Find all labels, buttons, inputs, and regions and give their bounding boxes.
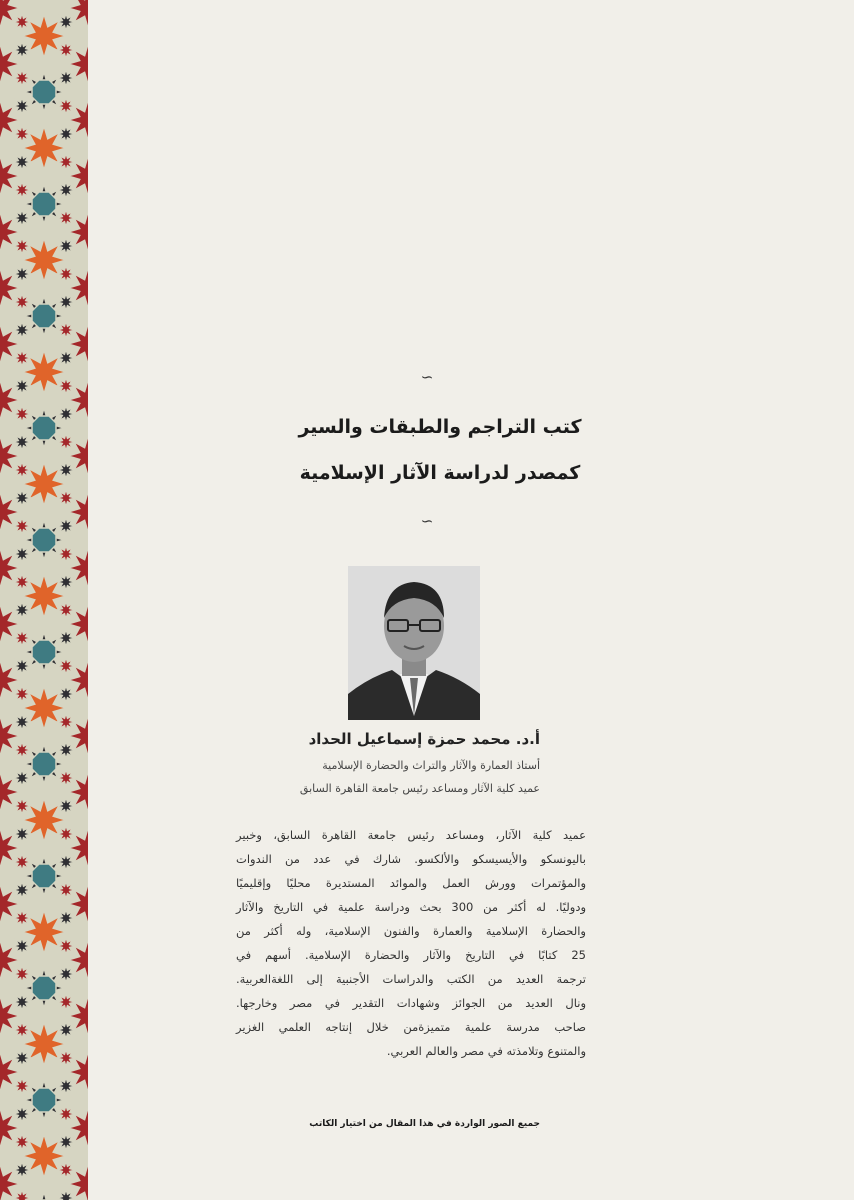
star-icon bbox=[57, 321, 75, 339]
star-icon bbox=[13, 1077, 31, 1095]
star-icon bbox=[13, 685, 31, 703]
star-icon bbox=[13, 769, 31, 787]
star-icon bbox=[13, 489, 31, 507]
star-icon bbox=[57, 293, 75, 311]
star-icon bbox=[13, 293, 31, 311]
star-icon bbox=[57, 69, 75, 87]
star-icon bbox=[13, 433, 31, 451]
star-icon bbox=[13, 153, 31, 171]
bio-line: صاحب مدرسة علمية متميزةمن خلال إنتاجه العلمي الغزير bbox=[236, 1020, 586, 1034]
bio-line: باليونسكو والأيسيسكو والألكسو. شارك في عدد من الندوات bbox=[236, 852, 586, 866]
star-icon bbox=[57, 965, 75, 983]
star-icon bbox=[13, 1133, 31, 1151]
octagon-icon bbox=[32, 80, 56, 104]
octagon-icon bbox=[32, 976, 56, 1000]
star-icon bbox=[57, 1161, 75, 1179]
star-icon bbox=[57, 769, 75, 787]
octagon-icon bbox=[32, 192, 56, 216]
star-icon bbox=[13, 601, 31, 619]
star-icon bbox=[13, 237, 31, 255]
star-icon bbox=[13, 909, 31, 927]
bio-line: والمتنوع وتلامذته في مصر والعالم العربي. bbox=[386, 1044, 586, 1058]
bio-line: ودوليًا. له أكثر من 300 بحث ودراسة علمية في التاريخ والآثار bbox=[236, 900, 586, 914]
star-icon bbox=[13, 657, 31, 675]
bio-line: والمؤتمرات وورش العمل والموائد المستديرة محليًا وإقليميًا bbox=[236, 876, 586, 890]
star-icon bbox=[13, 405, 31, 423]
octagon-icon bbox=[32, 1088, 56, 1112]
star-icon bbox=[57, 601, 75, 619]
geometric-pattern-border bbox=[0, 0, 88, 1200]
octagon-icon bbox=[32, 304, 56, 328]
star-icon bbox=[57, 433, 75, 451]
star-icon bbox=[57, 797, 75, 815]
star-icon bbox=[57, 853, 75, 871]
star-icon bbox=[13, 937, 31, 955]
bio-line: والحضارة الإسلامية والعمارة والفنون الإسلامية، وله أكثر من bbox=[236, 924, 586, 938]
star-icon bbox=[13, 573, 31, 591]
star-icon bbox=[57, 153, 75, 171]
author-name: أ.د. محمد حمزة إسماعيل الحداد bbox=[308, 730, 540, 748]
star-icon bbox=[57, 657, 75, 675]
title-line-2: كمصدر لدراسة الآثار الإسلامية bbox=[299, 462, 581, 484]
star-icon bbox=[13, 545, 31, 563]
star-icon bbox=[13, 321, 31, 339]
star-icon bbox=[57, 1133, 75, 1151]
star-icon bbox=[13, 209, 31, 227]
star-icon bbox=[57, 489, 75, 507]
star-icon bbox=[13, 1161, 31, 1179]
star-icon bbox=[13, 1105, 31, 1123]
star-icon bbox=[13, 1021, 31, 1039]
star-icon bbox=[57, 825, 75, 843]
star-icon bbox=[13, 825, 31, 843]
star-icon bbox=[57, 13, 75, 31]
star-icon bbox=[13, 69, 31, 87]
star-icon bbox=[13, 881, 31, 899]
star-icon bbox=[57, 573, 75, 591]
star-icon bbox=[57, 741, 75, 759]
octagon-icon bbox=[32, 640, 56, 664]
octagon-icon bbox=[32, 752, 56, 776]
author-photo bbox=[348, 566, 480, 720]
star-icon bbox=[57, 265, 75, 283]
star-icon bbox=[57, 993, 75, 1011]
star-icon bbox=[57, 713, 75, 731]
star-icon bbox=[57, 1021, 75, 1039]
star-icon bbox=[13, 797, 31, 815]
star-icon bbox=[57, 629, 75, 647]
star-icon bbox=[57, 545, 75, 563]
bio-line: ونال العديد من الجوائز وشهادات التقدير في مصر وخارجها. bbox=[236, 996, 586, 1010]
star-icon bbox=[57, 881, 75, 899]
star-icon bbox=[13, 349, 31, 367]
star-icon bbox=[13, 181, 31, 199]
star-icon bbox=[57, 1049, 75, 1067]
star-icon bbox=[13, 265, 31, 283]
star-icon bbox=[57, 685, 75, 703]
star-icon bbox=[13, 1049, 31, 1067]
star-icon bbox=[57, 97, 75, 115]
ornament-top-icon: ∽ bbox=[420, 368, 434, 386]
star-icon bbox=[57, 461, 75, 479]
star-icon bbox=[13, 993, 31, 1011]
ornament-bottom-icon: ∽ bbox=[420, 512, 434, 530]
star-icon bbox=[57, 349, 75, 367]
bio-line: ترجمة العديد من الكتب والدراسات الأجنبية إلى اللغةالعربية. bbox=[236, 972, 586, 986]
octagon-icon bbox=[32, 864, 56, 888]
star-icon bbox=[13, 461, 31, 479]
octagon-icon bbox=[32, 528, 56, 552]
octagon-icon bbox=[32, 416, 56, 440]
star-icon bbox=[57, 1077, 75, 1095]
star-icon bbox=[57, 181, 75, 199]
star-icon bbox=[13, 713, 31, 731]
bio-line: عميد كلية الآثار، ومساعد رئيس جامعة القاهرة السابق، وخبير bbox=[236, 828, 586, 842]
bio-line: 25 كتابًا في التاريخ والآثار والحضارة الإسلامية. أسهم في bbox=[236, 948, 586, 962]
star-icon bbox=[57, 209, 75, 227]
star-icon bbox=[57, 237, 75, 255]
star-icon bbox=[57, 937, 75, 955]
star-icon bbox=[13, 97, 31, 115]
star-icon bbox=[57, 41, 75, 59]
star-icon bbox=[57, 125, 75, 143]
star-icon bbox=[13, 741, 31, 759]
star-icon bbox=[13, 965, 31, 983]
star-icon bbox=[13, 853, 31, 871]
star-icon bbox=[57, 1105, 75, 1123]
title-line-1: كتب التراجم والطبقات والسير bbox=[298, 416, 582, 438]
star-icon bbox=[13, 125, 31, 143]
star-icon bbox=[13, 41, 31, 59]
star-icon bbox=[57, 405, 75, 423]
photo-credit-note: جميع الصور الواردة في هذا المقال من اختيار الكاتب bbox=[309, 1119, 540, 1129]
author-role-1: أستاذ العمارة والآثار والتراث والحضارة الإسلامية bbox=[322, 759, 540, 772]
star-icon bbox=[57, 909, 75, 927]
author-role-2: عميد كلية الآثار ومساعد رئيس جامعة القاهرة السابق bbox=[299, 782, 540, 795]
star-icon bbox=[13, 629, 31, 647]
star-icon bbox=[13, 13, 31, 31]
